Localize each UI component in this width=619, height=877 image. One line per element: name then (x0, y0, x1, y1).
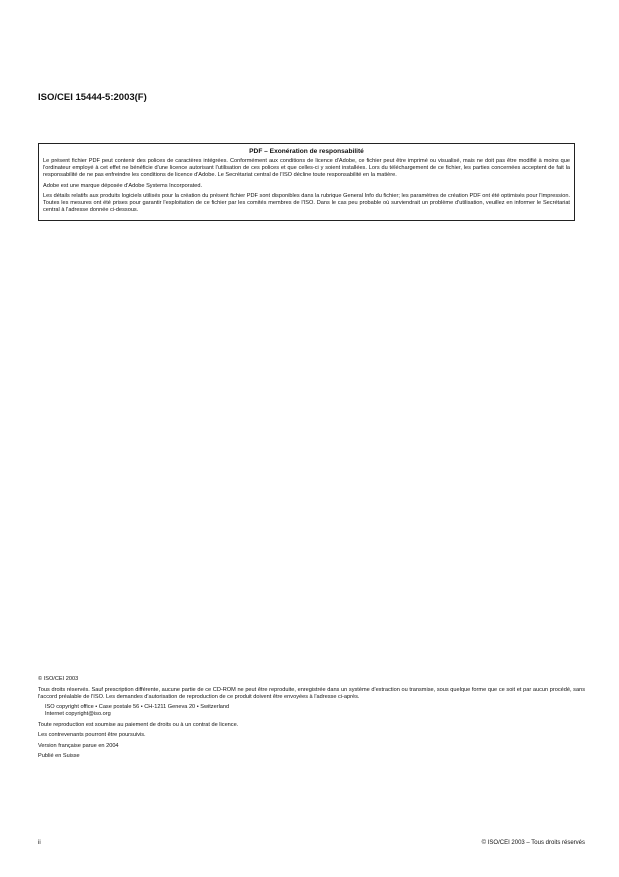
disclaimer-paragraph: Le présent fichier PDF peut contenir des polices de caractères intégrées. Conformément aux conditions de licence d'Adobe, ce fichier peut être imprimé ou visualisé, mais ne doit pas être modifié à moins que l'ordinateur employé à cet effet ne bénéficie d'une licence autorisant l'utilisation de ces polices et que celles-ci y soient installées. Lors du téléchargement de ce fichier, les parties concernées acceptent de fait la responsabilité de ne pas enfreindre les conditions de licence d'Adobe. Le Secrétariat central de l'ISO décline toute responsabilité en la matière. (43, 158, 570, 178)
rights-paragraph: Tous droits réservés. Sauf prescription différente, aucune partie de ce CD-ROM ne peut être reproduite, enregistrée dans un système d'extraction ou transmise, sous quelque forme que ce soit et par aucun procédé, sans l'accord préalable de l'ISO. Les demandes d'autorisation de reproduction de ce produit doivent être envoyées à l'adresse ci-après. (38, 686, 585, 700)
address-line: ISO copyright office • Case postale 56 • CH-1211 Geneva 20 • Switzerland (45, 704, 230, 710)
document-id-header: ISO/CEI 15444-5:2003(F) (38, 92, 147, 103)
address-block (45, 704, 585, 718)
note-line: Version française parue en 2004 (38, 742, 119, 749)
copyright-line: © ISO/CEI 2003 (38, 676, 79, 682)
page-number: ii (38, 840, 41, 846)
copyright-notice (38, 676, 585, 764)
note-line: Toute reproduction est soumise au paiement de droits ou à un contrat de licence. (38, 721, 239, 728)
footer-copyright: © ISO/CEI 2003 – Tous droits réservés (481, 840, 585, 846)
pdf-disclaimer-box (38, 143, 575, 221)
disclaimer-title: PDF – Exonération de responsabilité (249, 148, 364, 155)
internet-line[interactable]: Internet copyright@iso.org (45, 711, 111, 717)
note-line: Les contrevenants pourront être poursuivis. (38, 732, 146, 738)
disclaimer-paragraph: Adobe est une marque déposée d'Adobe Systems Incorporated. (43, 182, 203, 189)
note-line: Publié en Suisse (38, 753, 80, 759)
disclaimer-paragraph: Les détails relatifs aux produits logiciels utilisés pour la création du présent fichier PDF sont disponibles dans la rubrique General Info du fichier; les paramètres de création PDF ont été optimisés pour l'impression. Toutes les mesures ont été prises pour garantir l'exploitation de ce fichier par les comités membres de l'ISO. Dans le cas peu probable où surviendrait un problème d'utilisation, veuillez en informer le Secrétariat central à l'adresse donnée ci-dessous. (43, 193, 570, 213)
